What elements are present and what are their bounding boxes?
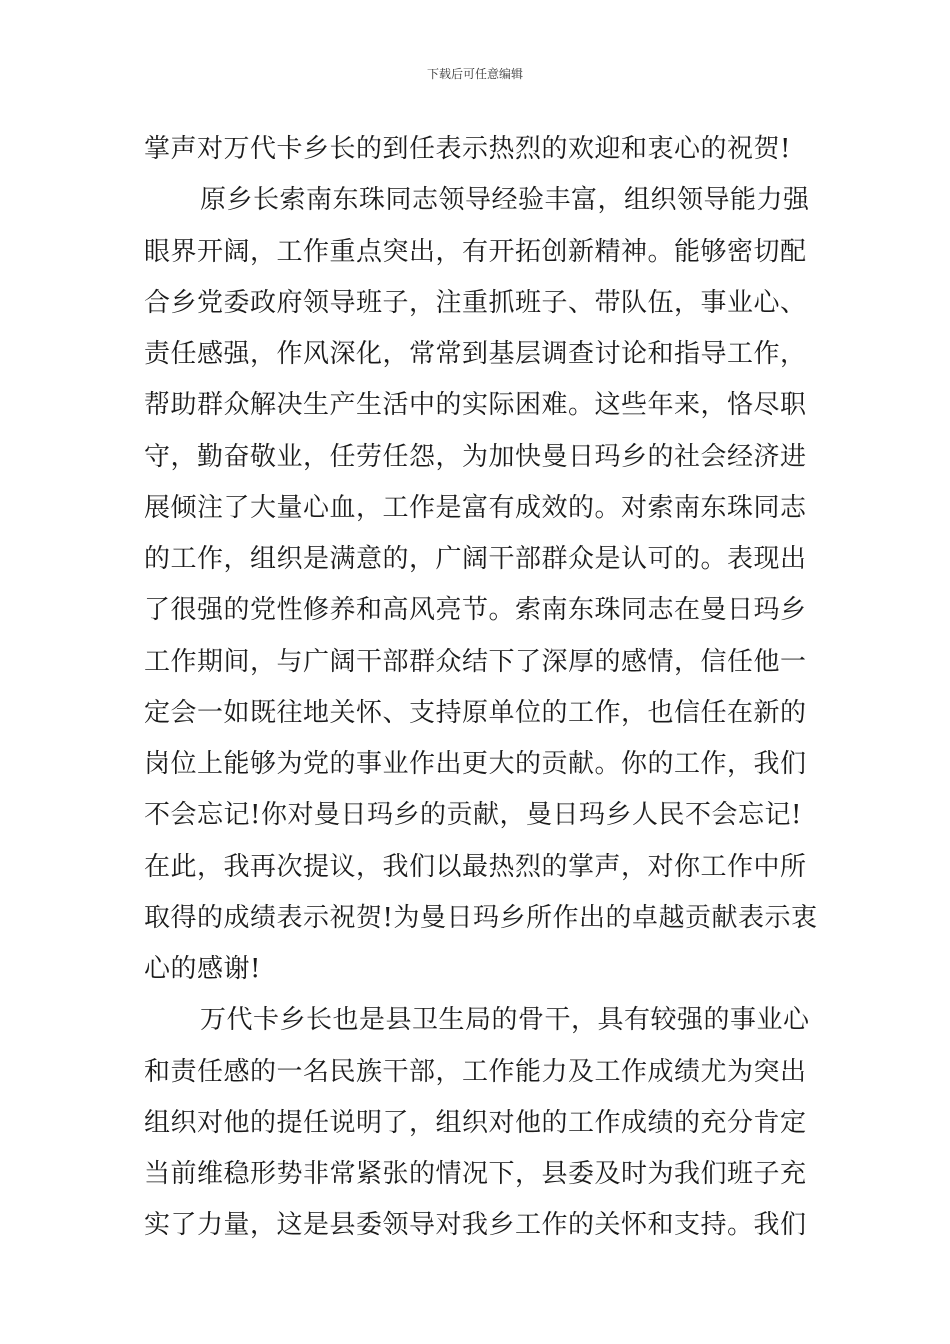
paragraph-start-line: 万代卡乡长也是县卫生局的骨干，具有较强的事业心 [200, 1005, 810, 1036]
text-line: 展倾注了大量心血，工作是富有成效的。对索南东珠同志 [144, 492, 807, 523]
text-line: 工作期间，与广阔干部群众结下了深厚的感情，信任他一 [144, 646, 807, 677]
text-line: 取得的成绩表示祝贺!为曼日玛乡所作出的卓越贡献表示衷 [144, 902, 818, 933]
text-line: 在此，我再次提议，我们以最热烈的掌声，对你工作中所 [144, 851, 807, 882]
document-body [144, 124, 818, 1252]
text-line: 掌声对万代卡乡长的到任表示热烈的欢迎和衷心的祝贺! [144, 134, 791, 164]
text-line: 不会忘记!你对曼日玛乡的贡献，曼日玛乡人民不会忘记! [144, 800, 802, 831]
text-line: 和责任感的一名民族干部，工作能力及工作成绩尤为突出 [144, 1056, 807, 1087]
text-line: 实了力量，这是县委领导对我乡工作的关怀和支持。我们 [144, 1210, 807, 1241]
text-line: 的工作，组织是满意的，广阔干部群众是认可的。表现出 [144, 544, 807, 574]
text-line: 心的感谢! [144, 954, 261, 984]
page-header-note: 下载后可任意编辑 [426, 67, 523, 81]
text-line: 眼界开阔，工作重点突出，有开拓创新精神。能够密切配 [144, 236, 807, 267]
text-line: 帮助群众解决生产生活中的实际困难。这些年来，恪尽职 [144, 390, 807, 421]
text-line: 当前维稳形势非常紧张的情况下，县委及时为我们班子充 [144, 1159, 807, 1189]
text-line: 组织对他的提任说明了，组织对他的工作成绩的充分肯定 [144, 1107, 807, 1138]
text-line: 责任感强，作风深化，常常到基层调查讨论和指导工作， [144, 339, 807, 369]
text-line: 合乡党委政府领导班子，注重抓班子、带队伍，事业心、 [144, 287, 807, 318]
text-line: 岗位上能够为党的事业作出更大的贡献。你的工作，我们 [144, 749, 807, 779]
text-line: 定会一如既往地关怀、支持原单位的工作，也信任在新的 [144, 697, 807, 728]
text-line: 守，勤奋敬业，任劳任怨，为加快曼日玛乡的社会经济进 [144, 441, 807, 472]
text-line: 了很强的党性修养和高风亮节。索南东珠同志在曼日玛乡 [144, 595, 807, 626]
paragraph-start-line: 原乡长索南东珠同志领导经验丰富，组织领导能力强 [200, 185, 810, 216]
